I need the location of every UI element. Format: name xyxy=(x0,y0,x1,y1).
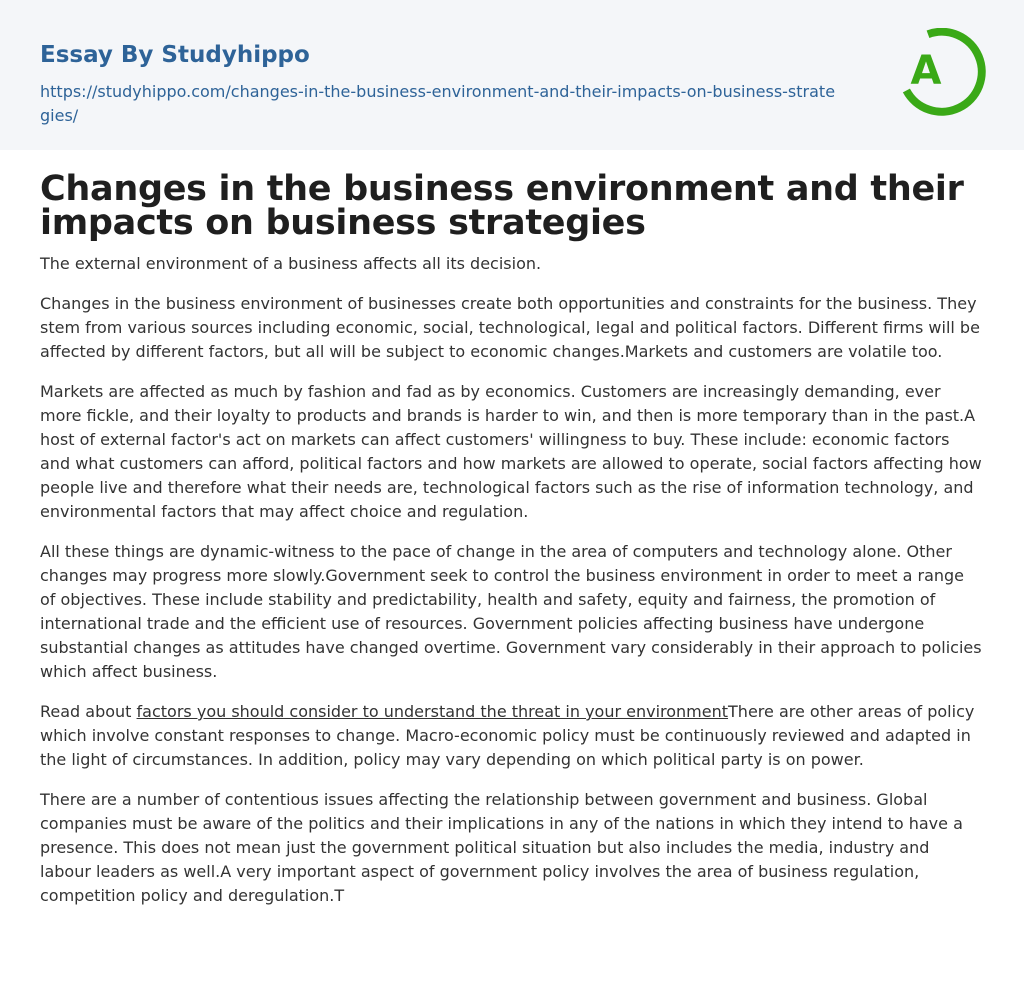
essay-title: Changes in the business environment and their impacts on business strategies xyxy=(40,169,964,243)
source-url-link[interactable]: https://studyhippo.com/changes-in-the-business-environment-and-their-impacts-on-business-strategies/ xyxy=(40,82,836,125)
brand-title: Essay By Studyhippo xyxy=(40,42,310,68)
paragraph-5 xyxy=(40,700,984,772)
essay-header xyxy=(0,0,1024,150)
paragraph-5-text: There are other areas of policy which involve constant responses to change. Macro-economic policy must be continuously reviewed and adapted in the light of circumstances. In addition, policy may vary depending on which political party is on power. xyxy=(40,702,975,769)
paragraph-4: All these things are dynamic-witness to the pace of change in the area of computers and technology alone. Other changes may progress more slowly.Government seek to control the business environment in order to meet a range of objectives. These include stability and predictability, health and safety, equity and fairness, the promotion of international trade and the efficient use of resources. Government policies affecting business have undergone substantial changes as attitudes have changed overtime. Government vary considerably in their approach to policies which affect business. xyxy=(40,542,982,681)
paragraph-6: There are a number of contentious issues affecting the relationship between government and business. Global companies must be aware of the politics and their implications in any of the nations in which they intend to have a presence. This does not mean just the government political situation but also includes the media, industry and labour leaders as well.A very important aspect of government policy involves the area of business regulation, competition policy and deregulation.T xyxy=(40,790,963,905)
related-essay-link[interactable]: factors you should consider to understand the threat in your environment xyxy=(136,702,729,721)
studyhippo-logo-icon xyxy=(898,28,986,116)
paragraph-2: Changes in the business environment of businesses create both opportunities and constraints for the business. They stem from various sources including economic, social, technological, legal and political factors. Different firms will be affected by different factors, but all will be subject to economic changes.Markets and customers are volatile too. xyxy=(40,294,980,361)
paragraph-1: The external environment of a business affects all its decision. xyxy=(40,254,542,273)
paragraph-3: Markets are affected as much by fashion and fad as by economics. Customers are increasingly demanding, ever more fickle, and their loyalty to products and brands is harder to win, and then is more temporary than in the past.A host of external factor's act on markets can affect customers' willingness to buy. These include: economic factors and what customers can afford, political factors and how markets are allowed to operate, social factors affecting how people live and therefore what their needs are, technological factors such as the rise of information technology, and environmental factors that may affect choice and regulation. xyxy=(40,382,982,521)
essay-content xyxy=(0,150,1024,908)
paragraph-5-prefix: Read about xyxy=(40,702,137,721)
logo-letter: A xyxy=(910,48,942,94)
